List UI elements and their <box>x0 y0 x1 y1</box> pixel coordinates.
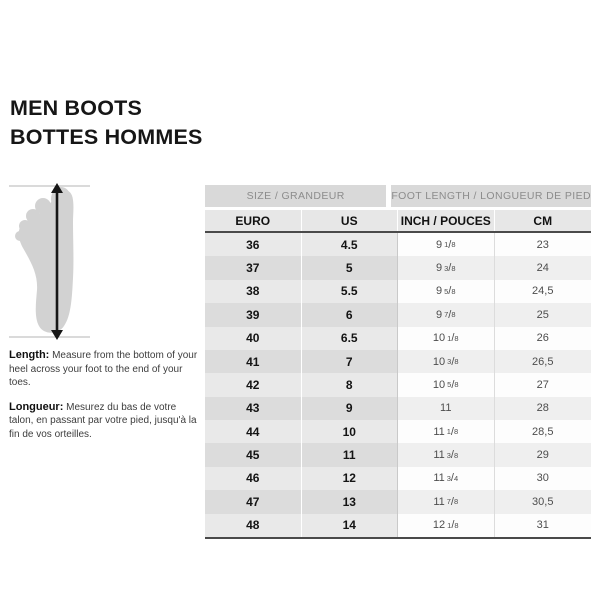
cell-us: 12 <box>302 467 399 490</box>
table-row <box>205 467 591 490</box>
table-row <box>205 280 591 303</box>
table-row <box>205 397 591 420</box>
cell-inch: 11 7 / 8 <box>398 490 495 513</box>
cell-cm: 29 <box>495 443 592 466</box>
cell-inch: 9 5 / 8 <box>398 280 495 303</box>
cell-cm: 27 <box>495 373 592 396</box>
longueur-text: Mesurez du bas de votre talon, en passant par votre pied, jusqu'à la fin de vos orteilles. <box>9 401 197 440</box>
cell-us: 14 <box>302 514 399 537</box>
column-header-inch: INCH / POUCES <box>398 210 495 231</box>
length-note-fr <box>9 401 203 442</box>
cell-cm: 26 <box>495 327 592 350</box>
cell-inch: 9 7 / 8 <box>398 303 495 326</box>
cell-cm: 28 <box>495 397 592 420</box>
cell-us: 6 <box>302 303 399 326</box>
column-header-euro: EURO <box>205 210 302 231</box>
table-row <box>205 420 591 443</box>
cell-euro: 42 <box>205 373 302 396</box>
length-note-en <box>9 349 203 390</box>
table-row <box>205 233 591 256</box>
table-row <box>205 256 591 279</box>
cell-inch: 10 3 / 8 <box>398 350 495 373</box>
group-header-size: SIZE / GRANDEUR <box>205 185 386 207</box>
cell-inch: 11 3 / 4 <box>398 467 495 490</box>
cell-inch: 10 5 / 8 <box>398 373 495 396</box>
group-header-row <box>205 185 591 207</box>
cell-euro: 40 <box>205 327 302 350</box>
cell-euro: 48 <box>205 514 302 537</box>
cell-euro: 46 <box>205 467 302 490</box>
cell-cm: 28,5 <box>495 420 592 443</box>
cell-cm: 24 <box>495 256 592 279</box>
cell-euro: 39 <box>205 303 302 326</box>
cell-inch: 11 1 / 8 <box>398 420 495 443</box>
cell-cm: 24,5 <box>495 280 592 303</box>
cell-inch: 11 <box>398 397 495 420</box>
table-row <box>205 303 591 326</box>
column-header-us: US <box>302 210 399 231</box>
table-row <box>205 350 591 373</box>
page-title <box>10 94 203 152</box>
cell-us: 9 <box>302 397 399 420</box>
cell-euro: 41 <box>205 350 302 373</box>
cell-euro: 43 <box>205 397 302 420</box>
measurement-instructions <box>9 349 203 452</box>
cell-inch: 10 1 / 8 <box>398 327 495 350</box>
group-header-foot-length: FOOT LENGTH / LONGUEUR DE PIED <box>391 185 591 207</box>
column-header-cm: CM <box>495 210 592 231</box>
cell-cm: 23 <box>495 233 592 256</box>
column-header-row <box>205 210 591 233</box>
cell-us: 7 <box>302 350 399 373</box>
table-body <box>205 233 591 539</box>
cell-cm: 30 <box>495 467 592 490</box>
length-label: Length: <box>9 349 50 361</box>
cell-cm: 30,5 <box>495 490 592 513</box>
cell-cm: 31 <box>495 514 592 537</box>
cell-us: 5.5 <box>302 280 399 303</box>
length-text: Measure from the bottom of your heel across your foot to the end of your toes. <box>9 350 198 388</box>
cell-us: 8 <box>302 373 399 396</box>
table-row <box>205 443 591 466</box>
cell-inch: 9 1 / 8 <box>398 233 495 256</box>
table-row <box>205 327 591 350</box>
cell-euro: 47 <box>205 490 302 513</box>
cell-inch: 12 1 / 8 <box>398 514 495 537</box>
cell-cm: 25 <box>495 303 592 326</box>
cell-euro: 37 <box>205 256 302 279</box>
cell-inch: 9 3 / 8 <box>398 256 495 279</box>
cell-euro: 44 <box>205 420 302 443</box>
cell-inch: 11 3 / 8 <box>398 443 495 466</box>
longueur-label: Longueur: <box>9 400 64 413</box>
foot-measurement-illustration <box>5 180 95 343</box>
table-row <box>205 490 591 513</box>
title-line-2: BOTTES HOMMES <box>10 125 203 149</box>
cell-us: 10 <box>302 420 399 443</box>
cell-us: 6.5 <box>302 327 399 350</box>
size-chart-table <box>205 185 591 539</box>
cell-euro: 38 <box>205 280 302 303</box>
cell-us: 5 <box>302 256 399 279</box>
foot-silhouette <box>15 187 73 333</box>
cell-euro: 36 <box>205 233 302 256</box>
title-line-1: MEN BOOTS <box>10 96 142 120</box>
cell-cm: 26,5 <box>495 350 592 373</box>
cell-us: 11 <box>302 443 399 466</box>
table-row <box>205 514 591 537</box>
cell-us: 13 <box>302 490 399 513</box>
table-row <box>205 373 591 396</box>
cell-euro: 45 <box>205 443 302 466</box>
cell-us: 4.5 <box>302 233 399 256</box>
